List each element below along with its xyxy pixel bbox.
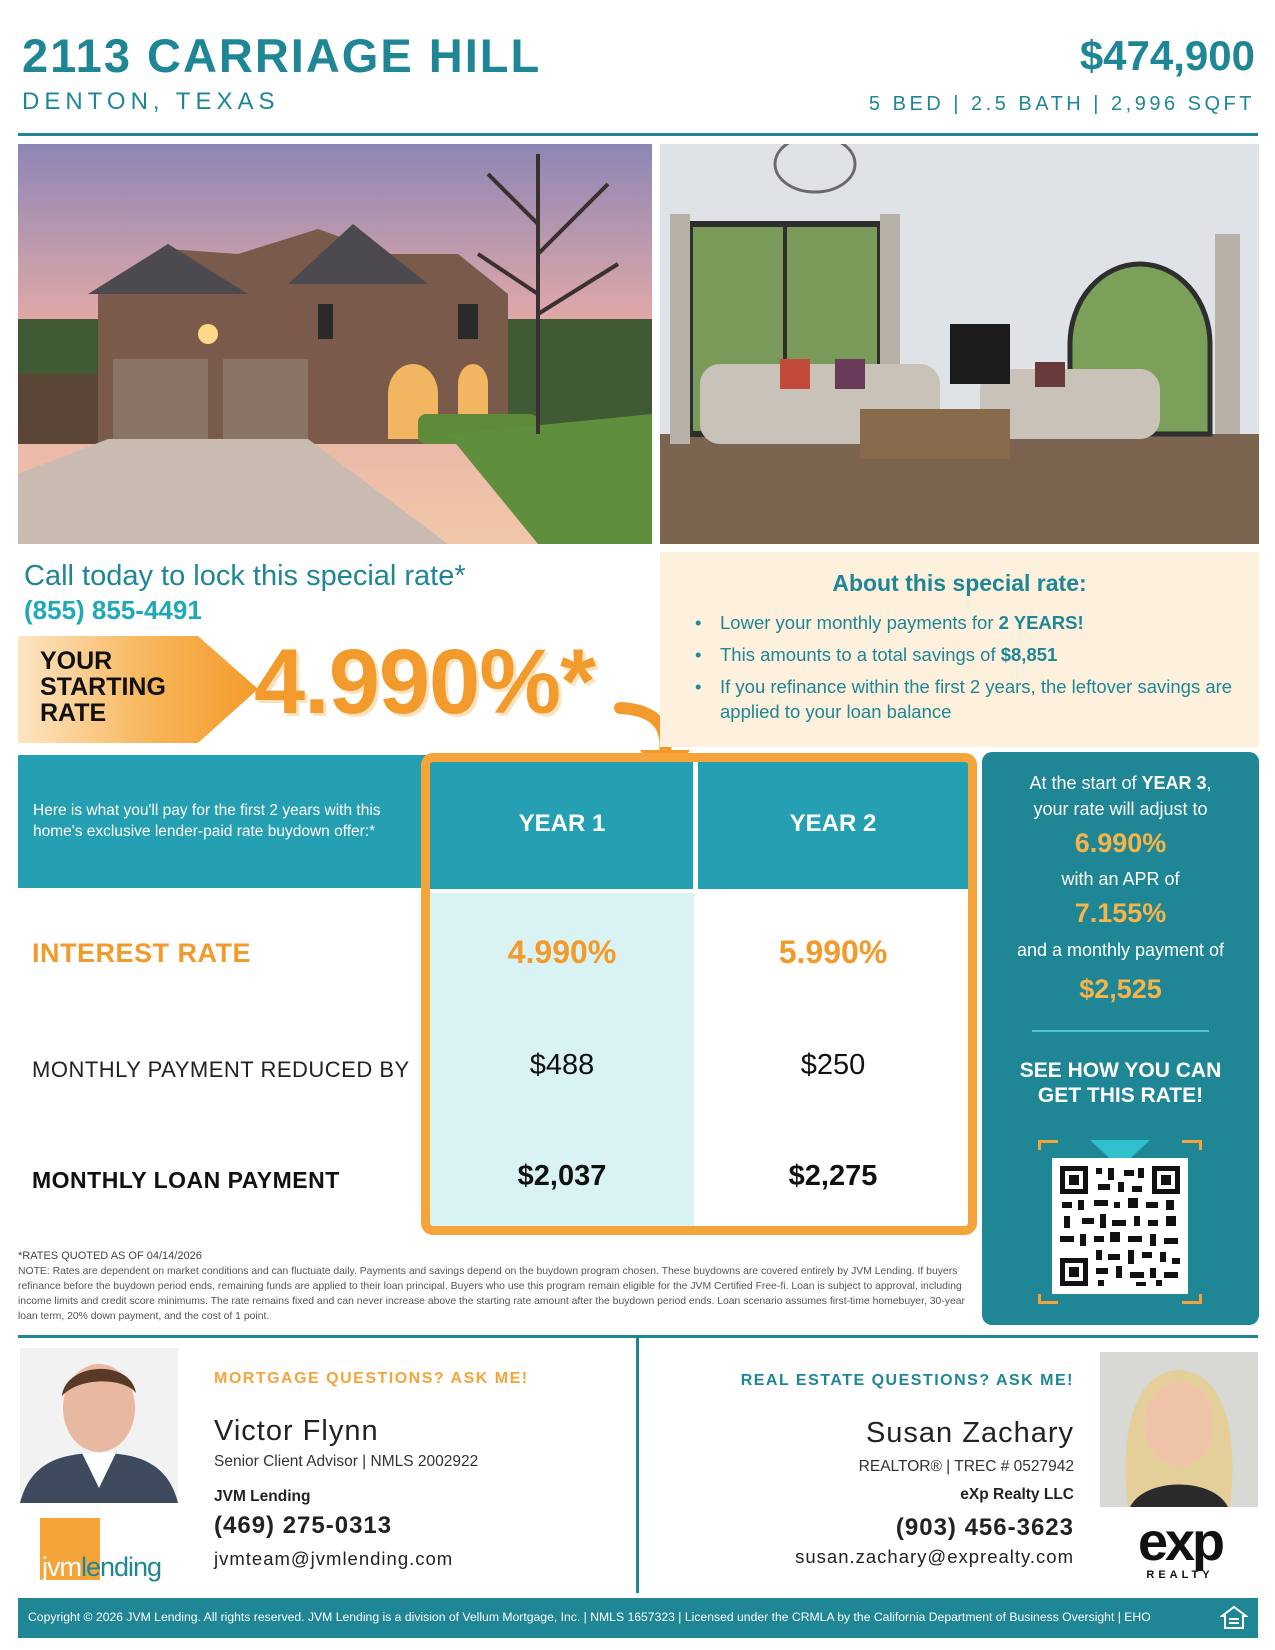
apr-value: 7.155% (1074, 898, 1167, 928)
about-bullets (720, 610, 1240, 731)
year1-payment-reduced: $488 (529, 1049, 595, 1081)
realty-agent-photo (1100, 1352, 1258, 1507)
mortgage-agent-name: Victor Flynn (214, 1415, 379, 1447)
row-label-monthly-payment: MONTHLY LOAN PAYMENT (32, 1167, 340, 1193)
year1-interest-rate: 4.990% (507, 934, 617, 970)
about-bullet-1: • Lower your monthly payments for 2 YEARS! (720, 610, 1240, 635)
copyright-text: Copyright © 2026 JVM Lending. All rights reserved. JVM Lending is a division of Vellum Mortgage, Inc. | NMLS 1657323 | Licensed under the CRMLA by the California Department of Business Oversight | EHO (28, 1610, 1151, 1624)
year1-label: YEAR 1 (518, 810, 606, 837)
mortgage-agent-phone[interactable]: (469) 275-0313 (214, 1512, 393, 1539)
property-price: $474,900 (1079, 32, 1255, 79)
year2-interest-rate: 5.990% (778, 934, 888, 970)
year1-monthly-payment: $2,037 (517, 1160, 607, 1192)
copyright-bar (18, 1598, 1258, 1638)
payment-label: and a monthly payment of (1016, 940, 1225, 960)
table-intro-text: Here is what you'll pay for the first 2 years with this home's exclusive lender-paid rate buydown offer:* (33, 802, 381, 840)
rates-quoted-date: *RATES QUOTED AS OF 04/14/2026 (18, 1250, 202, 1262)
house-exterior-photo (18, 144, 652, 544)
property-address: 2113 CARRIAGE HILL (22, 29, 542, 82)
living-room-photo (660, 144, 1259, 544)
realty-question-label: REAL ESTATE QUESTIONS? ASK ME! (740, 1372, 1074, 1389)
mortgage-agent-company: JVM Lending (214, 1488, 311, 1505)
exp-logo-text: exp (1137, 1512, 1223, 1572)
qr-code-icon[interactable] (1038, 1140, 1202, 1304)
starting-rate-label: YOUR STARTING RATE (40, 647, 166, 727)
mortgage-agent-email[interactable]: jvmteam@jvmlending.com (214, 1548, 454, 1569)
realty-agent-company: eXp Realty LLC (960, 1486, 1074, 1503)
realty-agent-email[interactable]: susan.zachary@exprealty.com (795, 1546, 1074, 1567)
realty-agent-name: Susan Zachary (865, 1417, 1074, 1449)
mortgage-agent-photo (20, 1348, 178, 1503)
adjusted-rate: 6.990% (1074, 828, 1167, 858)
about-bullet-3: • If you refinance within the first 2 years, the leftover savings are applied to your loan balance (720, 674, 1240, 724)
cta-phone[interactable]: (855) 855-4491 (24, 595, 202, 625)
agents-vertical-divider (636, 1338, 639, 1593)
about-bullet-2: • This amounts to a total savings of $8,851 (720, 642, 1240, 667)
panel-divider (1032, 1030, 1209, 1032)
about-title: About this special rate: (832, 570, 1087, 596)
realty-agent-title: REALTOR® | TREC # 0527942 (858, 1458, 1074, 1475)
starting-rate-value: 4.990%* (254, 631, 595, 733)
mortgage-agent-title: Senior Client Advisor | NMLS 2002922 (214, 1453, 479, 1470)
about-rate-box (660, 552, 1259, 747)
disclaimer-note: NOTE: Rates are dependent on market conditions and can fluctuate daily. Payments and savings depend on the buydown program chosen. These buydowns are covered entirely by JVM Lending. If buyers refinance before the buydown period ends, remaining funds are applied to their loan principal. Buyers who use this program remain eligible for the JVM Certified Free-fi. Loan is subject to approval, including income limits and credit score minimums. The rate remains fixed and can never increase above the starting rate amount after the buydown period ends. Loan scenario assumes first-time homebuyer, 30-year loan term, 20% down payment, and the cost of 1 point. (18, 1266, 965, 1322)
exp-logo-subtext: REALTY (1146, 1569, 1214, 1581)
see-how-text: SEE HOW YOU CAN GET THIS RATE! (1019, 1059, 1222, 1107)
exp-realty-logo (1118, 1512, 1242, 1585)
jvm-logo-text: jvmlending (42, 1552, 162, 1582)
header-divider (18, 133, 1258, 136)
row-label-interest-rate: INTEREST RATE (32, 938, 252, 968)
year2-payment-reduced: $250 (800, 1049, 866, 1081)
property-city: DENTON, TEXAS (22, 88, 280, 115)
mortgage-question-label: MORTGAGE QUESTIONS? ASK ME! (214, 1370, 529, 1387)
row-label-payment-reduced: MONTHLY PAYMENT REDUCED BY (32, 1057, 410, 1082)
property-specs: 5 BED | 2.5 BATH | 2,996 SQFT (868, 93, 1255, 115)
year2-monthly-payment: $2,275 (788, 1160, 878, 1192)
realty-agent-phone[interactable]: (903) 456-3623 (895, 1514, 1074, 1541)
adjust-intro: At the start of YEAR 3, your rate will adjust to (1029, 773, 1212, 819)
year2-label: YEAR 2 (789, 810, 877, 837)
jvm-lending-logo (40, 1518, 180, 1580)
apr-label: with an APR of (1061, 869, 1180, 889)
adjusted-payment: $2,525 (1079, 974, 1162, 1004)
rate-adjust-panel (982, 752, 1259, 1325)
cta-headline: Call today to lock this special rate* (24, 560, 466, 592)
equal-housing-icon (1220, 1604, 1248, 1632)
